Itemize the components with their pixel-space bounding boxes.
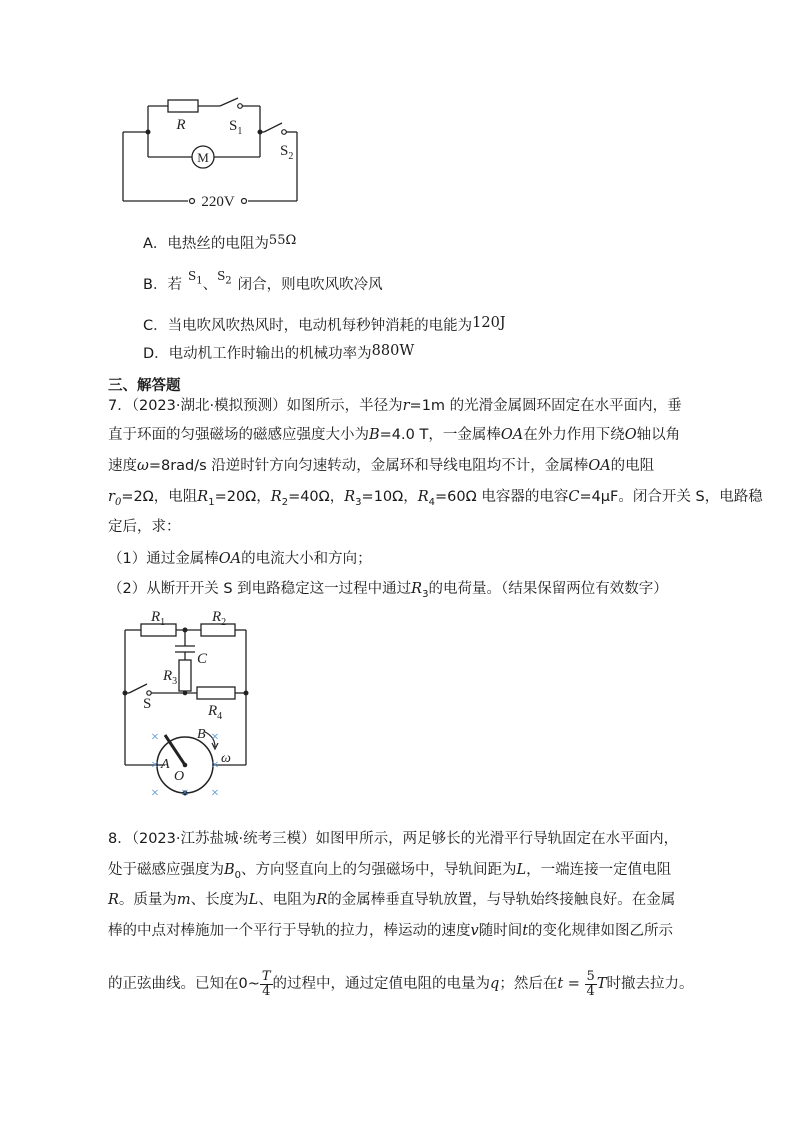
resistor-r2 (201, 624, 235, 636)
field-b-label: B (197, 727, 206, 742)
field-cross: × (151, 786, 159, 801)
field-cross: × (181, 786, 189, 801)
s2-label: S (280, 143, 289, 159)
option-d: D．电动机工作时输出的机械功率为880W (143, 343, 415, 362)
omega-label: ω (221, 751, 231, 766)
option-a: A．电热丝的电阻为55Ω (143, 233, 297, 252)
svg-text:S2 (280, 143, 293, 162)
r3-label: R (163, 668, 173, 684)
field-cross: × (151, 730, 159, 745)
switch-s-label: S (143, 696, 152, 712)
q7-line-5: 定后，求： (108, 519, 181, 535)
motor-label: M (197, 150, 209, 165)
resistor-r4 (197, 687, 235, 699)
option-c: C．当电吹风吹热风时，电动机每秒钟消耗的电能为120J (143, 315, 506, 334)
q8-line-2: 处于磁感应强度为$B_0$、方向竖直向上的匀强磁场中，导轨间距为L，一端连接一定值电阻 (108, 862, 672, 881)
q8-line-4: 棒的中点对棒施加一个平行于导轨的拉力，棒运动的速度v随时间t的变化规律如图乙所示 (108, 923, 674, 939)
q8-line-3: R。质量为m、长度为L、电阻为R的金属棒垂直导轨放置，与导轨始终接触良好。在金属 (108, 892, 676, 908)
field-cross: × (211, 786, 219, 801)
q7-sub-1: （1）通过金属棒OA的电流大小和方向； (108, 551, 372, 567)
r2-label: R (212, 609, 222, 625)
field-cross: × (211, 758, 219, 773)
fraction-t-over-4: $\frac{T}{4}$ (261, 968, 271, 999)
s2-sub: 2 (288, 151, 294, 162)
resistor-label: R (176, 117, 186, 133)
s1-label: S (229, 118, 238, 134)
r1-label: R (151, 609, 161, 625)
svg-text:R4: $R_4$ (208, 703, 223, 722)
q7-line-4: $r_0=2\Omega$，电阻$R_1=20\Omega$，$R_2=40\Omega$，$R_3=10\Omega$，$R_4=60\Omega$ 电容器的电容C=4μF。闭合开关 S，电路稳 (108, 489, 763, 508)
q7-line-1: 7．（2023·湖北·模拟预测）如图所示，半径为r=1m 的光滑金属圆环固定在水平面内，垂 (108, 398, 682, 414)
q8-line-1: 8．（2023·江苏盐城·统考三模）如图甲所示，两足够长的光滑平行导轨固定在水平面内， (108, 831, 679, 847)
svg-text:R2: $R_2$ (212, 609, 227, 628)
c-label: C (197, 651, 208, 667)
q8-line-5: 的正弦曲线。已知在0~ $\frac{T}{4}$ 的过程中，通过定值电阻的电量为q；然后在t = $\frac{5}{4}$ T时撤去拉力。 (108, 968, 694, 999)
point-a-label: A (161, 757, 170, 772)
field-cross: × (211, 730, 219, 745)
hair-dryer-circuit-diagram (110, 90, 310, 215)
svg-text:R1: $R_1$ (151, 609, 166, 628)
voltage-label: 220V (201, 194, 235, 210)
svg-text:R3: $R_3$ (163, 668, 178, 687)
fraction-5-over-4: $\frac{5}{4}$ (586, 968, 595, 999)
section-heading: 三、解答题 (108, 378, 181, 394)
q7-line-2: 直于环面的匀强磁场的磁感应强度大小为B=4.0 T，一金属棒OA在外力作用下绕O轴以角 (108, 427, 681, 443)
rotating-rod-circuit-diagram (115, 605, 255, 805)
option-b: B．若$^{S_1}$、$^{S_2}$ 闭合，则电吹风吹冷风 (143, 269, 383, 293)
r4-label: R (208, 703, 218, 719)
svg-text:S1 (229, 118, 242, 137)
resistor-r1 (141, 624, 176, 636)
resistor-r (168, 100, 198, 112)
resistor-r3 (179, 660, 191, 691)
point-o-label: O (174, 769, 185, 784)
s1-sub: 1 (237, 126, 243, 137)
q7-sub-2: （2）从断开开关 S 到电路稳定这一过程中通过$R_3$的电荷量。（结果保留两位有效数字） (108, 581, 668, 600)
field-cross: × (151, 758, 159, 773)
q7-line-3: 速度ω=8rad/s 沿逆时针方向匀速转动，金属环和导线电阻均不计，金属棒OA的电阻 (108, 458, 655, 474)
